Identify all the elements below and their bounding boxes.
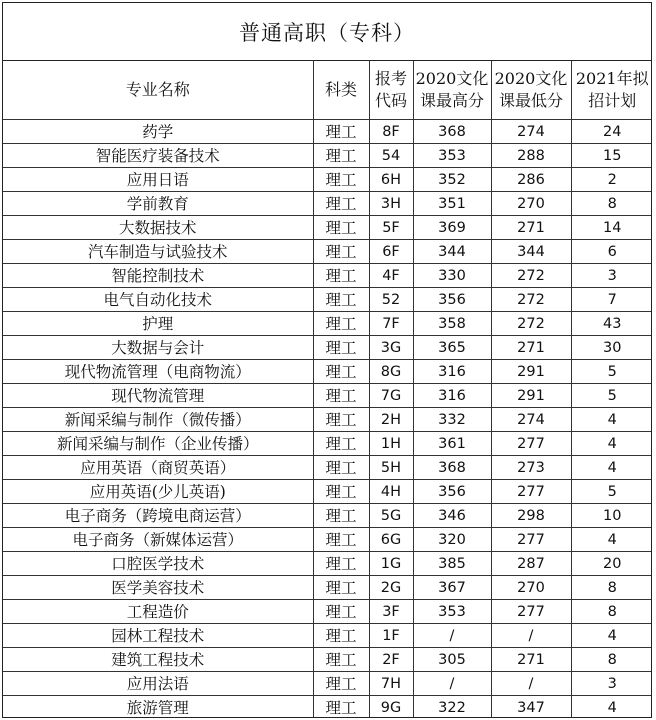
- table-body: [3, 120, 652, 719]
- plan-cell: 8: [571, 576, 652, 600]
- admission-table-sheet: [2, 2, 652, 718]
- max-score-cell: 368: [413, 120, 491, 144]
- plan-cell: 2: [571, 168, 652, 192]
- plan-cell: 3: [571, 264, 652, 288]
- major-cell: 大数据与会计: [3, 336, 313, 360]
- min-score-cell: 288: [491, 144, 571, 168]
- category-cell: 理工: [313, 504, 369, 528]
- code-cell: 5G: [369, 504, 413, 528]
- code-cell: 7G: [369, 384, 413, 408]
- max-score-cell: 358: [413, 312, 491, 336]
- max-score-cell: 346: [413, 504, 491, 528]
- major-cell: 工程造价: [3, 600, 313, 624]
- header-code-line2: 代码: [374, 91, 407, 110]
- max-score-cell: 369: [413, 216, 491, 240]
- category-cell: 理工: [313, 192, 369, 216]
- max-score-cell: 351: [413, 192, 491, 216]
- min-score-cell: 277: [491, 528, 571, 552]
- table-row: [3, 408, 652, 432]
- major-cell: 新闻采编与制作（企业传播）: [3, 432, 313, 456]
- header-category: 科类: [313, 61, 369, 120]
- min-score-cell: 272: [491, 264, 571, 288]
- code-cell: 2H: [369, 408, 413, 432]
- plan-cell: 20: [571, 552, 652, 576]
- table-row: [3, 648, 652, 672]
- plan-cell: 5: [571, 384, 652, 408]
- code-cell: 3G: [369, 336, 413, 360]
- plan-cell: 15: [571, 144, 652, 168]
- major-cell: 学前教育: [3, 192, 313, 216]
- major-cell: 口腔医学技术: [3, 552, 313, 576]
- header-plan: [571, 61, 652, 120]
- min-score-cell: 277: [491, 432, 571, 456]
- major-cell: 应用日语: [3, 168, 313, 192]
- major-cell: 电子商务（新媒体运营）: [3, 528, 313, 552]
- major-cell: 应用英语(少儿英语): [3, 480, 313, 504]
- header-min-score: [491, 61, 571, 120]
- min-score-cell: 287: [491, 552, 571, 576]
- major-cell: 现代物流管理: [3, 384, 313, 408]
- code-cell: 4F: [369, 264, 413, 288]
- category-cell: 理工: [313, 384, 369, 408]
- code-cell: 7F: [369, 312, 413, 336]
- code-cell: 9G: [369, 696, 413, 719]
- category-cell: 理工: [313, 648, 369, 672]
- min-score-cell: 272: [491, 312, 571, 336]
- code-cell: 2G: [369, 576, 413, 600]
- min-score-cell: 298: [491, 504, 571, 528]
- category-cell: 理工: [313, 168, 369, 192]
- header-row: [3, 61, 652, 120]
- plan-cell: 3: [571, 672, 652, 696]
- table-row: [3, 576, 652, 600]
- major-cell: 旅游管理: [3, 696, 313, 719]
- code-cell: 1G: [369, 552, 413, 576]
- header-code: [369, 61, 413, 120]
- major-cell: 智能控制技术: [3, 264, 313, 288]
- major-cell: 现代物流管理（电商物流）: [3, 360, 313, 384]
- table-row: [3, 120, 652, 144]
- code-cell: 3F: [369, 600, 413, 624]
- category-cell: 理工: [313, 696, 369, 719]
- category-cell: 理工: [313, 552, 369, 576]
- admission-table: [3, 61, 652, 718]
- table-row: [3, 552, 652, 576]
- max-score-cell: 316: [413, 360, 491, 384]
- max-score-cell: 356: [413, 288, 491, 312]
- category-cell: 理工: [313, 264, 369, 288]
- code-cell: 7H: [369, 672, 413, 696]
- table-row: [3, 456, 652, 480]
- min-score-cell: 277: [491, 480, 571, 504]
- plan-cell: 5: [571, 360, 652, 384]
- table-row: [3, 312, 652, 336]
- table-row: [3, 384, 652, 408]
- table-row: [3, 264, 652, 288]
- category-cell: 理工: [313, 216, 369, 240]
- category-cell: 理工: [313, 360, 369, 384]
- plan-cell: 4: [571, 456, 652, 480]
- header-major: 专业名称: [3, 61, 313, 120]
- table-row: [3, 360, 652, 384]
- max-score-cell: 361: [413, 432, 491, 456]
- major-cell: 应用英语（商贸英语）: [3, 456, 313, 480]
- plan-cell: 10: [571, 504, 652, 528]
- max-score-cell: 385: [413, 552, 491, 576]
- category-cell: 理工: [313, 456, 369, 480]
- table-row: [3, 672, 652, 696]
- header-max-score-line1: 2020文化: [415, 69, 489, 88]
- min-score-cell: 277: [491, 600, 571, 624]
- plan-cell: 30: [571, 336, 652, 360]
- max-score-cell: 367: [413, 576, 491, 600]
- code-cell: 6F: [369, 240, 413, 264]
- code-cell: 8G: [369, 360, 413, 384]
- major-cell: 园林工程技术: [3, 624, 313, 648]
- category-cell: 理工: [313, 672, 369, 696]
- header-max-score-line2: 课最高分: [419, 91, 484, 110]
- category-cell: 理工: [313, 312, 369, 336]
- code-cell: 5H: [369, 456, 413, 480]
- max-score-cell: 322: [413, 696, 491, 719]
- table-row: [3, 336, 652, 360]
- max-score-cell: 316: [413, 384, 491, 408]
- min-score-cell: 291: [491, 384, 571, 408]
- max-score-cell: /: [413, 672, 491, 696]
- min-score-cell: 270: [491, 192, 571, 216]
- table-row: [3, 480, 652, 504]
- plan-cell: 24: [571, 120, 652, 144]
- major-cell: 电气自动化技术: [3, 288, 313, 312]
- code-cell: 6H: [369, 168, 413, 192]
- max-score-cell: 368: [413, 456, 491, 480]
- min-score-cell: 286: [491, 168, 571, 192]
- plan-cell: 4: [571, 528, 652, 552]
- plan-cell: 4: [571, 696, 652, 719]
- max-score-cell: 330: [413, 264, 491, 288]
- table-row: [3, 144, 652, 168]
- header-max-score: [413, 61, 491, 120]
- category-cell: 理工: [313, 480, 369, 504]
- plan-cell: 8: [571, 192, 652, 216]
- code-cell: 4H: [369, 480, 413, 504]
- max-score-cell: 353: [413, 144, 491, 168]
- header-plan-line1: 2021年拟: [575, 69, 649, 88]
- table-row: [3, 432, 652, 456]
- header-plan-line2: 招计划: [588, 91, 637, 110]
- category-cell: 理工: [313, 336, 369, 360]
- table-row: [3, 240, 652, 264]
- category-cell: 理工: [313, 528, 369, 552]
- major-cell: 汽车制造与试验技术: [3, 240, 313, 264]
- plan-cell: 6: [571, 240, 652, 264]
- plan-cell: 8: [571, 648, 652, 672]
- plan-cell: 7: [571, 288, 652, 312]
- max-score-cell: 305: [413, 648, 491, 672]
- min-score-cell: 272: [491, 288, 571, 312]
- major-cell: 新闻采编与制作（微传播）: [3, 408, 313, 432]
- code-cell: 2F: [369, 648, 413, 672]
- major-cell: 智能医疗装备技术: [3, 144, 313, 168]
- code-cell: 6G: [369, 528, 413, 552]
- category-cell: 理工: [313, 288, 369, 312]
- major-cell: 电子商务（跨境电商运营）: [3, 504, 313, 528]
- category-cell: 理工: [313, 432, 369, 456]
- max-score-cell: 356: [413, 480, 491, 504]
- min-score-cell: 344: [491, 240, 571, 264]
- code-cell: 8F: [369, 120, 413, 144]
- category-cell: 理工: [313, 408, 369, 432]
- table-row: [3, 696, 652, 719]
- table-row: [3, 600, 652, 624]
- plan-cell: 8: [571, 600, 652, 624]
- header-min-score-line2: 课最低分: [498, 91, 563, 110]
- code-cell: 5F: [369, 216, 413, 240]
- major-cell: 药学: [3, 120, 313, 144]
- max-score-cell: 320: [413, 528, 491, 552]
- header-min-score-line1: 2020文化: [494, 69, 568, 88]
- code-cell: 54: [369, 144, 413, 168]
- major-cell: 医学美容技术: [3, 576, 313, 600]
- min-score-cell: /: [491, 624, 571, 648]
- table-row: [3, 528, 652, 552]
- max-score-cell: 353: [413, 600, 491, 624]
- table-row: [3, 288, 652, 312]
- major-cell: 大数据技术: [3, 216, 313, 240]
- min-score-cell: 273: [491, 456, 571, 480]
- category-cell: 理工: [313, 576, 369, 600]
- min-score-cell: 291: [491, 360, 571, 384]
- plan-cell: 4: [571, 624, 652, 648]
- min-score-cell: 271: [491, 648, 571, 672]
- table-row: [3, 168, 652, 192]
- max-score-cell: /: [413, 624, 491, 648]
- max-score-cell: 352: [413, 168, 491, 192]
- table-row: [3, 624, 652, 648]
- category-cell: 理工: [313, 624, 369, 648]
- table-row: [3, 192, 652, 216]
- min-score-cell: 270: [491, 576, 571, 600]
- plan-cell: 4: [571, 432, 652, 456]
- max-score-cell: 344: [413, 240, 491, 264]
- table-row: [3, 504, 652, 528]
- plan-cell: 4: [571, 408, 652, 432]
- code-cell: 1F: [369, 624, 413, 648]
- category-cell: 理工: [313, 144, 369, 168]
- min-score-cell: 274: [491, 408, 571, 432]
- major-cell: 应用法语: [3, 672, 313, 696]
- header-code-line1: 报考: [374, 69, 407, 88]
- plan-cell: 43: [571, 312, 652, 336]
- min-score-cell: /: [491, 672, 571, 696]
- category-cell: 理工: [313, 120, 369, 144]
- table-title: 普通高职（专科）: [3, 3, 651, 61]
- code-cell: 1H: [369, 432, 413, 456]
- max-score-cell: 365: [413, 336, 491, 360]
- plan-cell: 14: [571, 216, 652, 240]
- min-score-cell: 347: [491, 696, 571, 719]
- major-cell: 护理: [3, 312, 313, 336]
- category-cell: 理工: [313, 240, 369, 264]
- table-row: [3, 216, 652, 240]
- min-score-cell: 274: [491, 120, 571, 144]
- category-cell: 理工: [313, 600, 369, 624]
- major-cell: 建筑工程技术: [3, 648, 313, 672]
- code-cell: 3H: [369, 192, 413, 216]
- min-score-cell: 271: [491, 336, 571, 360]
- min-score-cell: 271: [491, 216, 571, 240]
- plan-cell: 5: [571, 480, 652, 504]
- code-cell: 52: [369, 288, 413, 312]
- max-score-cell: 332: [413, 408, 491, 432]
